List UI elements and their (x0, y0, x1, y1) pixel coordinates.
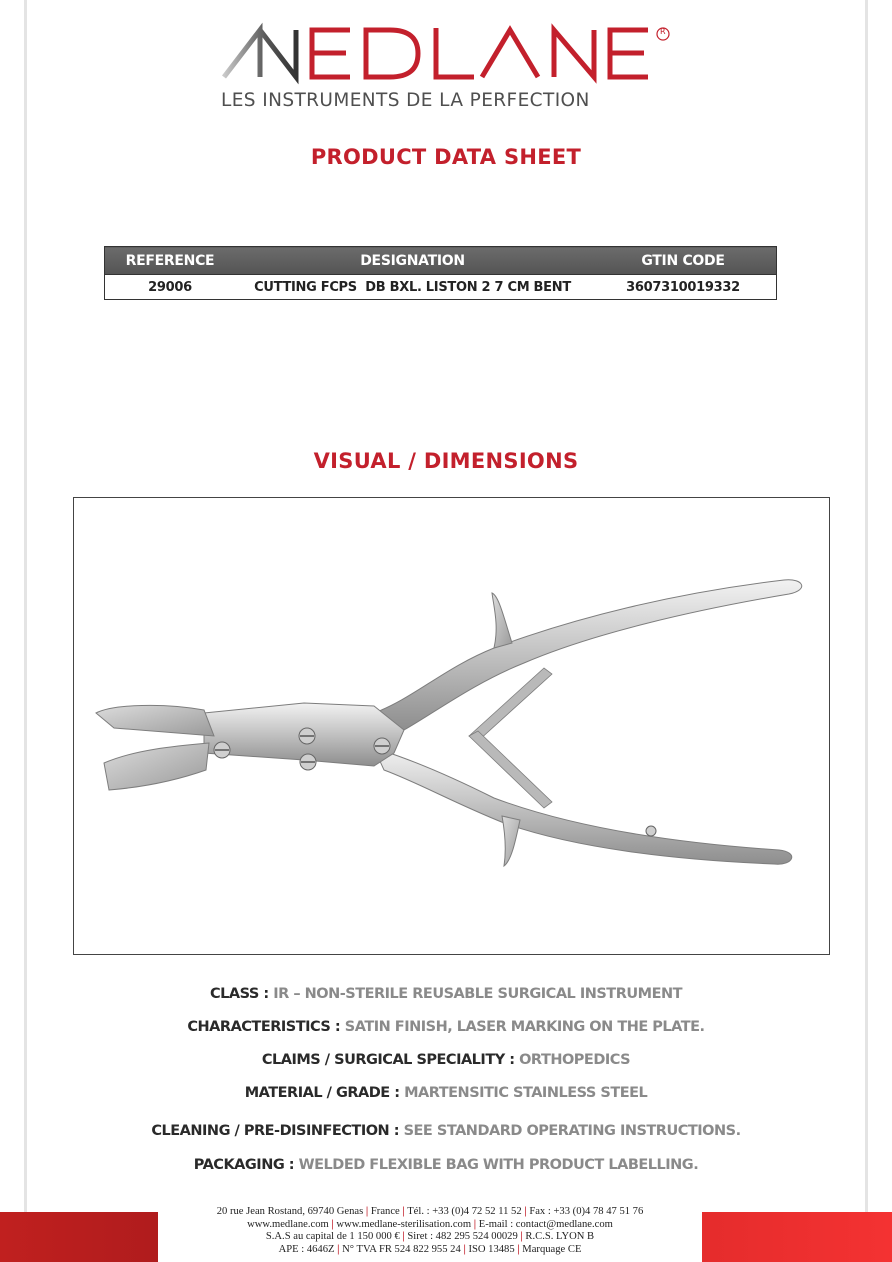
footer-tva: N° TVA FR 524 822 955 24 (342, 1243, 461, 1255)
footer-capital: S.A.S au capital de 1 150 000 € (265, 1231, 400, 1242)
spec-cleaning-key: CLEANING / PRE-DISINFECTION : (151, 1123, 404, 1139)
footer-email-link[interactable]: E-mail : contact@medlane.com (478, 1218, 613, 1230)
footer-address: 20 rue Jean Rostand, 69740 Genas (216, 1206, 364, 1217)
spec-characteristics (0, 1019, 892, 1035)
registered-mark: R (660, 27, 666, 36)
footer-line-2: www.medlane.com | www.medlane-sterilisation.com | E-mail : contact@medlane.com (247, 1218, 613, 1230)
bone-cutting-forceps-image (74, 498, 831, 956)
product-data-sheet-title: PRODUCT DATA SHEET (310, 145, 582, 169)
footer-rcs: R.C.S. LYON B (525, 1231, 595, 1242)
footer-iso: ISO 13485 (468, 1243, 515, 1255)
footer-red-bar-right (702, 1212, 892, 1262)
spec-cleaning (0, 1123, 892, 1139)
spec-claims-key: CLAIMS / SURGICAL SPECIALITY : (261, 1052, 520, 1068)
header-gtin: GTIN CODE (590, 247, 777, 275)
footer-phone: Tél. : +33 (0)4 72 52 11 52 (407, 1206, 522, 1217)
footer-website-link[interactable]: www.medlane.com (247, 1218, 329, 1230)
footer-line-1: 20 rue Jean Rostand, 69740 Genas | France | Tél. : +33 (0)4 72 52 11 52 | Fax : +33 (0)4 78 47 51 76 (216, 1206, 644, 1217)
footer-ce: Marquage CE (522, 1243, 582, 1255)
footer-sterilisation-link[interactable]: www.medlane-sterilisation.com (336, 1218, 472, 1230)
footer-contact (160, 1206, 700, 1256)
footer-ape: APE : 4646Z (278, 1243, 335, 1255)
spec-characteristics-key: CHARACTERISTICS : (187, 1019, 345, 1035)
spec-material (0, 1085, 892, 1101)
footer-red-bar-left (0, 1212, 158, 1262)
spec-packaging-value: WELDED FLEXIBLE BAG WITH PRODUCT LABELLING. (298, 1157, 699, 1173)
cell-designation: CUTTING FCPS DB BXL. LISTON 2 7 CM BENT (235, 275, 590, 300)
spec-packaging (0, 1157, 892, 1173)
header-reference: REFERENCE (105, 247, 236, 275)
footer-country: France (370, 1206, 400, 1217)
footer-siret: Siret : 482 295 524 00029 (407, 1231, 518, 1242)
spec-class-key: CLASS : (210, 986, 274, 1002)
reference-table (104, 246, 777, 300)
footer-line-4: APE : 4646Z | N° TVA FR 524 822 955 24 | ISO 13485 | Marquage CE (278, 1243, 582, 1255)
spec-characteristics-value: SATIN FINISH, LASER MARKING ON THE PLATE. (344, 1019, 705, 1035)
footer-line-3: S.A.S au capital de 1 150 000 € | Siret : 482 295 524 00029 | R.C.S. LYON B (265, 1231, 595, 1242)
spec-class-value: IR – NON-STERILE REUSABLE SURGICAL INSTRUMENT (273, 986, 682, 1002)
cell-gtin: 3607310019332 (590, 275, 777, 300)
spec-cleaning-value: SEE STANDARD OPERATING INSTRUCTIONS. (403, 1123, 741, 1139)
spec-material-value: MARTENSITIC STAINLESS STEEL (404, 1085, 648, 1101)
spec-claims-value: ORTHOPEDICS (519, 1052, 631, 1068)
cell-reference: 29006 (105, 275, 236, 300)
footer-fax: Fax : +33 (0)4 78 47 51 76 (529, 1206, 644, 1217)
visual-dimensions-title: VISUAL / DIMENSIONS (313, 449, 579, 473)
table-row (105, 275, 777, 300)
spec-material-key: MATERIAL / GRADE : (244, 1085, 405, 1101)
spec-class (0, 986, 892, 1002)
spec-packaging-key: PACKAGING : (193, 1157, 299, 1173)
table-header-row (105, 247, 777, 275)
header-designation: DESIGNATION (235, 247, 590, 275)
tagline: LES INSTRUMENTS DE LA PERFECTION (221, 90, 590, 111)
product-image-frame (73, 497, 830, 955)
spec-claims (0, 1052, 892, 1068)
